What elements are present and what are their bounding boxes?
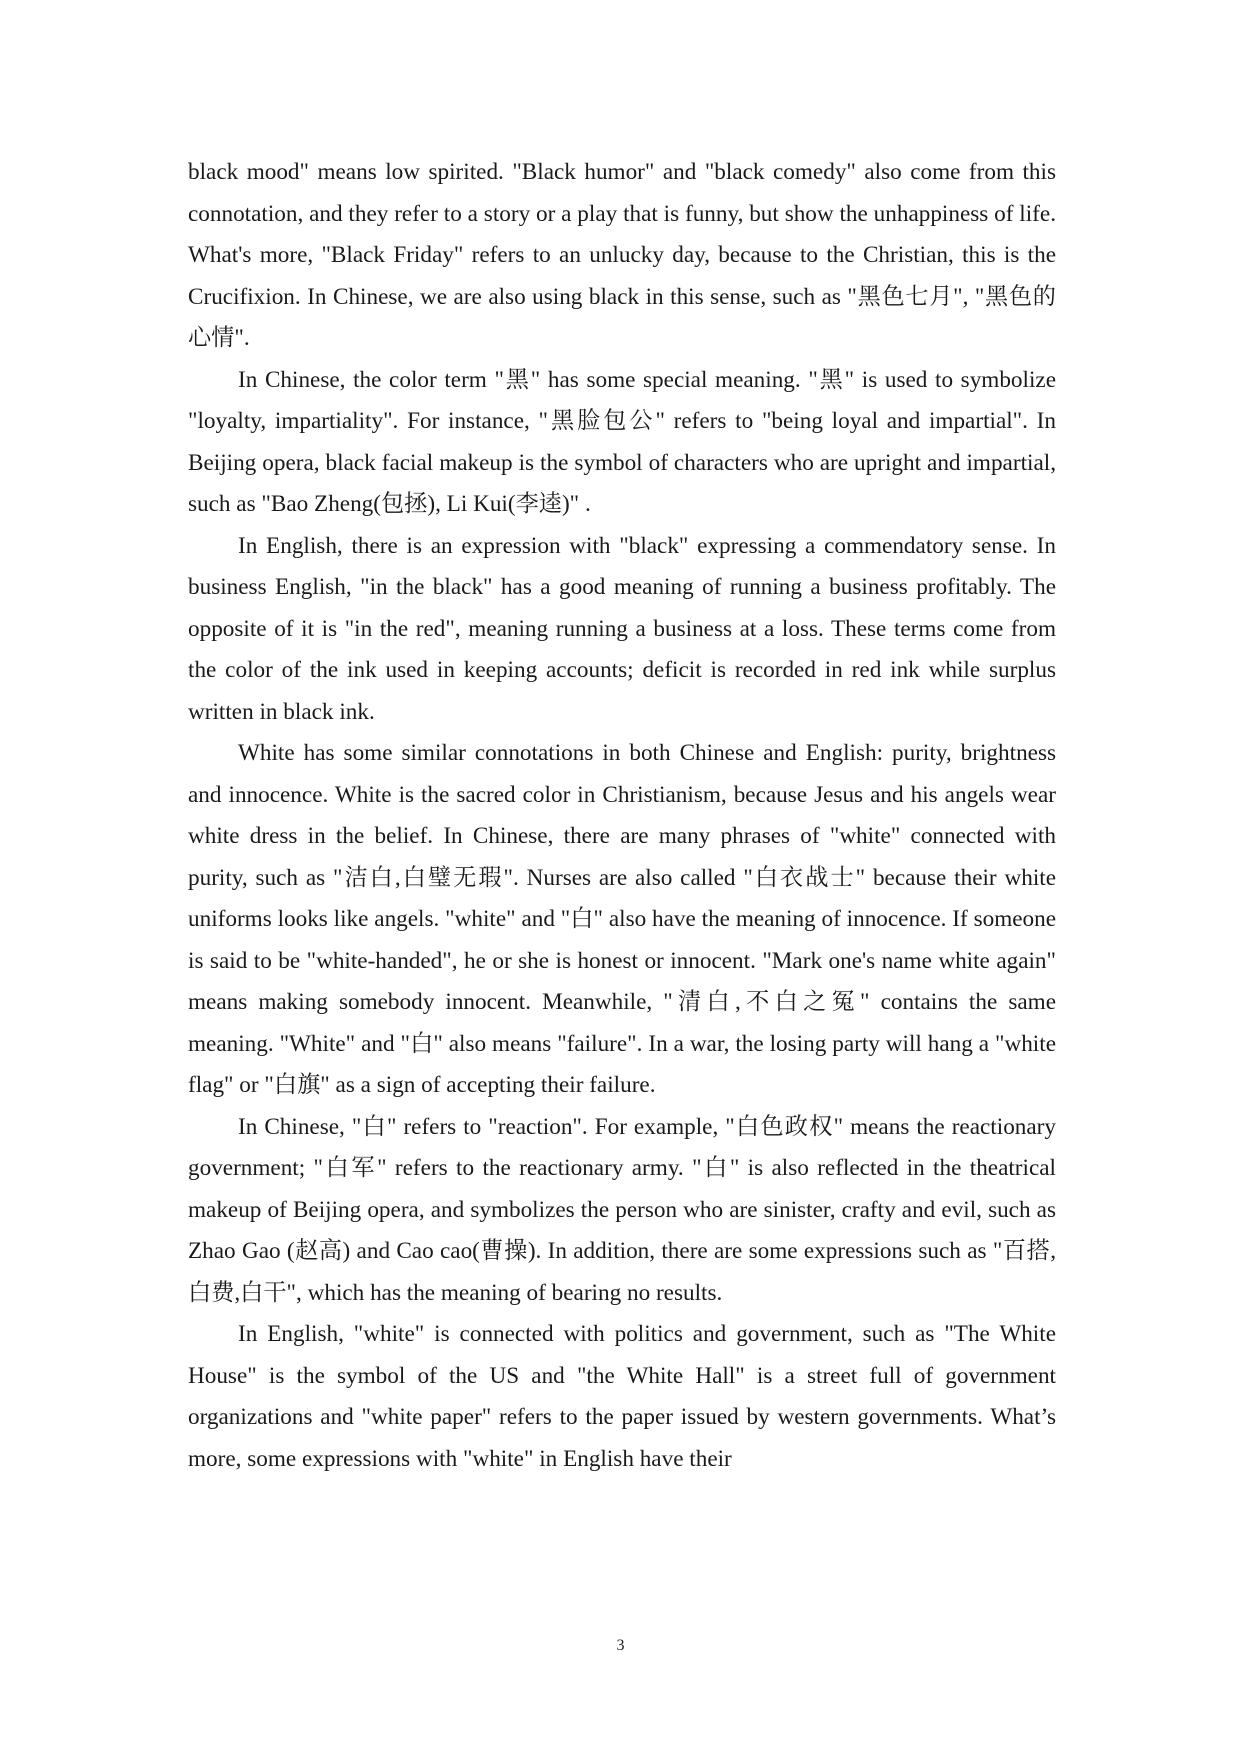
document-body [188,152,1056,1480]
page-number: 3 [616,1637,625,1654]
paragraph-english-white: In English, "white" is connected with politics and government, such as "The White House" is the symbol of the US and "the White Hall" is a street full of government organizations and "white paper" refers to the paper issued by western governments. What’s more, some expressions with "white" in English have their [188,1321,1056,1472]
paragraph-chinese-bai: In Chinese, "白" refers to "reaction". For example, "白色政权" means the reactionary government; "白军" refers to the reactionary army. "白" is also reflected in the theatrical makeup of Beijing opera, and symbolizes the person who are sinister, crafty and evil, such as Zhao Gao (赵高) and Cao cao(曹操). In addition, there are some expressions such as "百搭,白费,白干", which has the meaning of bearing no results. [188,1113,1056,1306]
paragraph-chinese-hei: In Chinese, the color term "黑" has some special meaning. "黑" is used to symbolize "loyalty, impartiality". For instance, "黑脸包公" refers to "being loyal and impartial". In Beijing opera, black facial makeup is the symbol of characters who are upright and impartial, such as "Bao Zheng(包拯), Li Kui(李逵)" . [188,366,1056,517]
paragraph-white-connotations: White has some similar connotations in both Chinese and English: purity, brightness and innocence. White is the sacred color in Christianism, because Jesus and his angels wear white dress in the belief. In Chinese, there are many phrases of "white" connected with purity, such as "洁白,白璧无瑕". Nurses are also called "白衣战士" because their white uniforms looks like angels. "white" and "白" also have the meaning of innocence. If someone is said to be "white-handed", he or she is honest or innocent. "Mark one's name white again" means making somebody innocent. Meanwhile, "清白,不白之冤" contains the same meaning. "White" and "白" also means "failure". In a war, the losing party will hang a "white flag" or "白旗" as a sign of accepting their failure. [188,740,1056,1098]
paragraph-black-mood: black mood" means low spirited. "Black humor" and "black comedy" also come from this connotation, and they refer to a story or a play that is funny, but show the unhappiness of life. What's more, "Black Friday" refers to an unlucky day, because to the Christian, this is the Crucifixion. In Chinese, we are also using black in this sense, such as "黑色七月", "黑色的心情". [188,159,1056,351]
paragraph-english-black: In English, there is an expression with "black" expressing a commendatory sense. In business English, "in the black" has a good meaning of running a business profitably. The opposite of it is "in the red", meaning running a business at a loss. These terms come from the color of the ink used in keeping accounts; deficit is recorded in red ink while surplus written in black ink. [188,532,1056,725]
